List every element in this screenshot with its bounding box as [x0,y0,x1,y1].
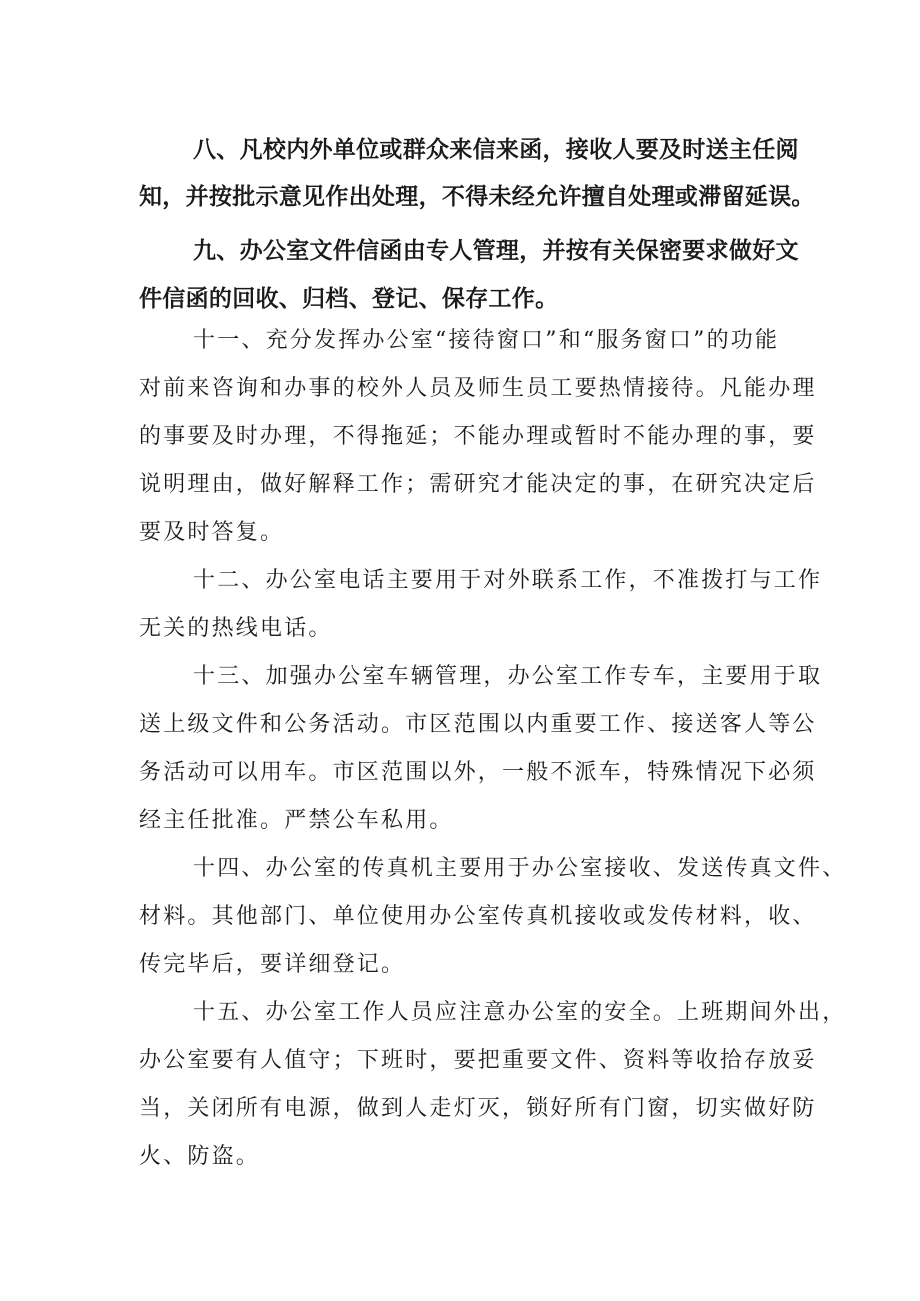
paragraph-13-line-1: 十三、加强办公室车辆管理，办公室工作专车，主要用于取 [193,664,823,689]
paragraph-11-line-2: 对前来咨询和办事的校外人员及师生员工要热情接待。凡能办理 [139,376,817,401]
paragraph-15-line-4: 火、防盗。 [139,1144,261,1169]
paragraph-13-line-3: 务活动可以用车。市区范围以外，一般不派车，特殊情况下必须 [139,760,817,785]
paragraph-12-line-1: 十二、办公室电话主要用于对外联系工作，不准拨打与工作 [193,568,823,593]
paragraph-8-line-2: 知，并按批示意见作出处理，不得未经允许擅自处理或滞留延误。 [139,184,815,210]
paragraph-11-line-3: 的事要及时办理，不得拖延；不能办理或暂时不能办理的事，要 [139,424,817,449]
paragraph-14-line-1: 十四、办公室的传真机主要用于办公室接收、发送传真文件、 [193,856,847,881]
paragraph-15-line-2: 办公室要有人值守；下班时，要把重要文件、资料等收拾存放妥 [139,1048,817,1073]
paragraph-11-line-5: 要及时答复。 [139,520,285,545]
paragraph-9-line-1: 九、办公室文件信函由专人管理，并按有关保密要求做好文 [193,238,799,264]
paragraph-8-line-1: 八、凡校内外单位或群众来信来函，接收人要及时送主任阅 [193,137,799,163]
paragraph-15-line-1: 十五、办公室工作人员应注意办公室的安全。上班期间外出， [193,1000,847,1025]
paragraph-13-line-2: 送上级文件和公务活动。市区范围以内重要工作、接送客人等公 [139,712,817,737]
paragraph-14-line-2: 材料。其他部门、单位使用办公室传真机接收或发传材料，收、 [139,904,817,929]
paragraph-9-line-2: 件信函的回收、归档、登记、保存工作。 [139,286,559,312]
paragraph-11-line-1: 十一、充分发挥办公室“接待窗口”和“服务窗口”的功能 [193,328,780,353]
paragraph-11-line-4: 说明理由，做好解释工作；需研究才能决定的事，在研究决定后 [139,472,817,497]
paragraph-13-line-4: 经主任批准。严禁公车私用。 [139,808,454,833]
paragraph-14-line-3: 传完毕后，要详细登记。 [139,952,406,977]
paragraph-12-line-2: 无关的热线电话。 [139,616,333,641]
paragraph-15-line-3: 当，关闭所有电源，做到人走灯灭，锁好所有门窗，切实做好防 [139,1096,817,1121]
